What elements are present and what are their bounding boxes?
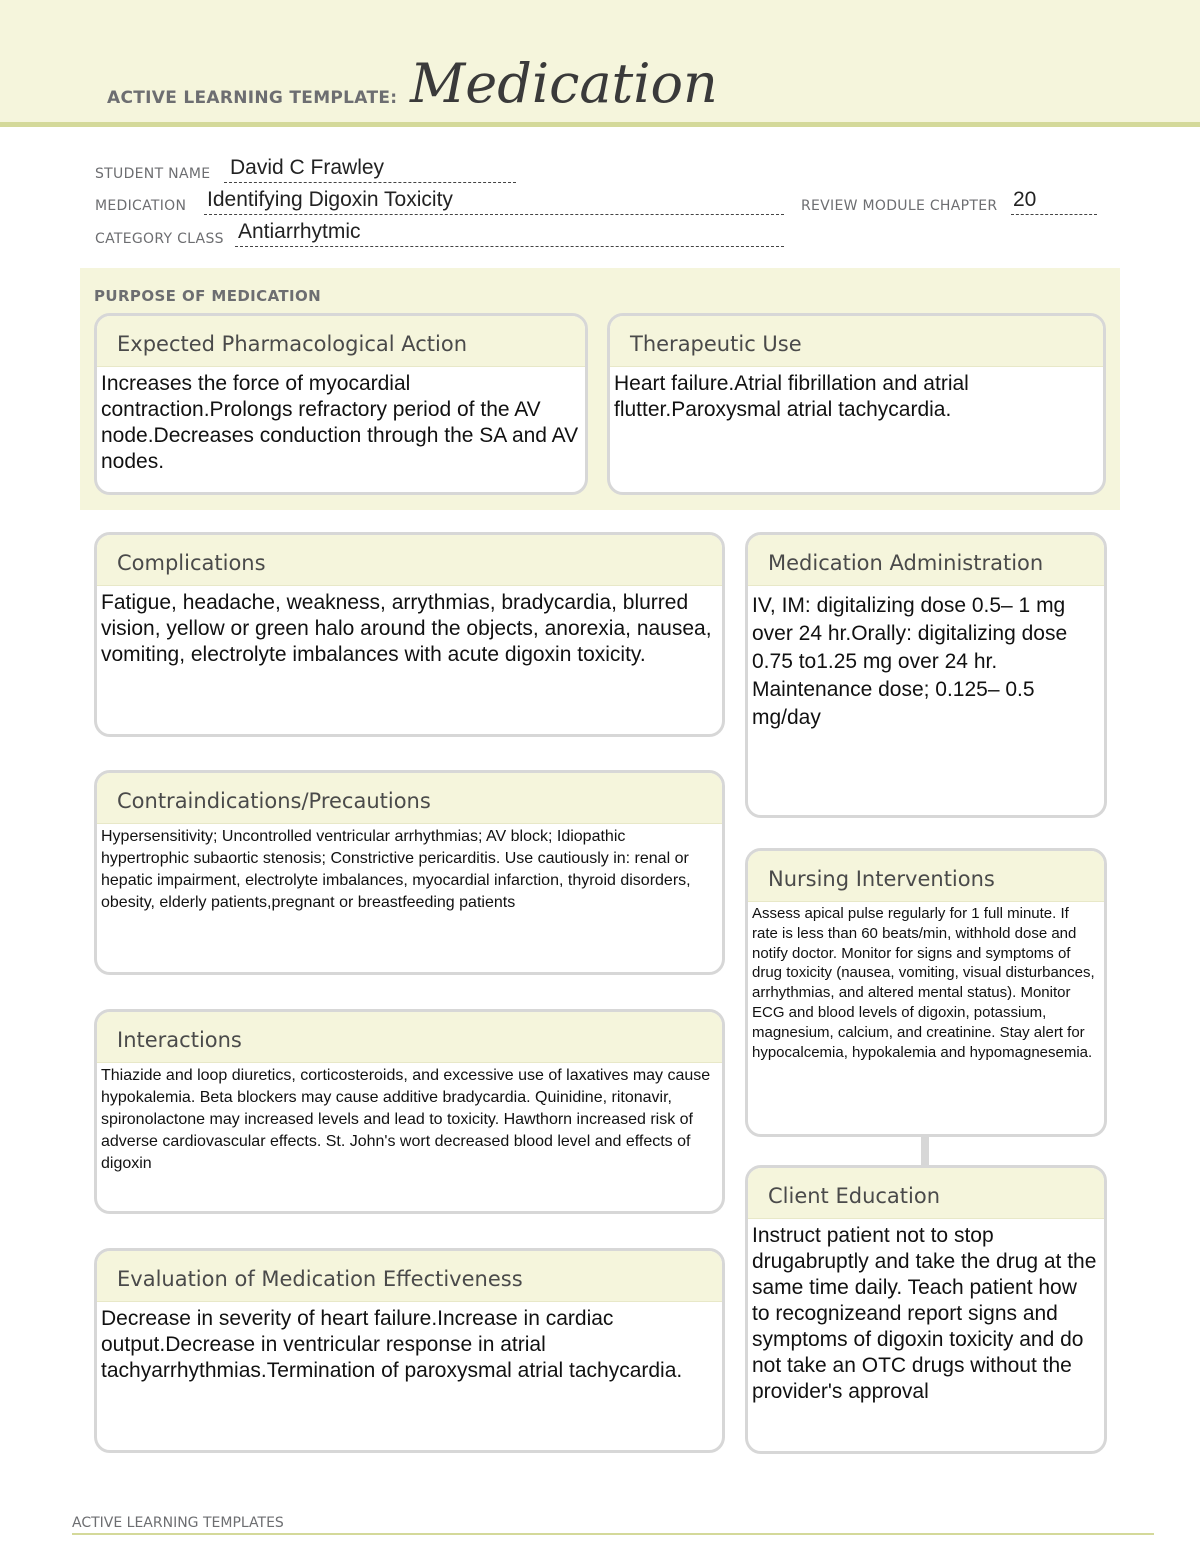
student-name-field[interactable]: David C Frawley	[230, 156, 385, 179]
complications-box	[94, 532, 725, 737]
medication-line	[204, 214, 784, 215]
medication-administration-title: Medication Administration	[748, 535, 1104, 586]
expected-action-title: Expected Pharmacological Action	[97, 316, 585, 367]
category-class-field[interactable]: Antiarrhytmic	[238, 220, 361, 243]
footer-divider	[72, 1533, 1154, 1535]
therapeutic-use-box	[607, 313, 1106, 495]
student-name-label: STUDENT NAME	[95, 166, 211, 182]
category-class-line	[235, 246, 784, 247]
evaluation-text[interactable]: Decrease in severity of heart failure.Increase in cardiac output.Decrease in ventricular response in atrial tachyarrhythmias.Termination of paroxysmal atrial tachycardia.	[101, 1307, 683, 1382]
client-education-box	[745, 1165, 1107, 1454]
contraindications-text[interactable]: Hypersensitivity; Uncontrolled ventricular arrhythmias; AV block; Idiopathic hypertrophic subaortic stenosis; Constrictive pericarditis. Use cautiously in: renal or hepatic impairment, electrolyte imbalances, myocardial infarction, thyroid disorders, obesity, elderly patients,pregnant or breastfeeding patients	[101, 828, 691, 911]
review-module-field[interactable]: 20	[1013, 188, 1037, 211]
interactions-text[interactable]: Thiazide and loop diuretics, corticosteroids, and excessive use of laxatives may cause hypokalemia. Beta blockers may cause additive bradycardia. Quinidine, ritonavir, spironolactone may increased levels and lead to toxicity. Hawthorn increased risk of adverse cardiovascular effects. St. John's wort decreased blood level and effects of digoxin	[101, 1067, 711, 1172]
expected-action-text[interactable]: Increases the force of myocardial contraction.Prolongs refractory period of the AV node.Decreases conduction through the SA and AV nodes.	[101, 372, 579, 473]
purpose-label: PURPOSE OF MEDICATION	[94, 287, 322, 305]
student-name-line	[224, 182, 516, 183]
review-module-label: REVIEW MODULE CHAPTER	[801, 198, 998, 214]
therapeutic-use-title: Therapeutic Use	[610, 316, 1103, 367]
nursing-interventions-text[interactable]: Assess apical pulse regularly for 1 full minute. If rate is less than 60 beats/min, withhold dose and notify doctor. Monitor for signs and symptoms of drug toxicity (nausea, vomiting, visual disturbances, arrhythmias, and altered mental status). Monitor ECG and blood levels of digoxin, potassium, magnesium, calcium, and creatinine. Stay alert for hypocalcemia, hypokalemia and hypomagnesemia.	[752, 905, 1095, 1061]
footer-label: ACTIVE LEARNING TEMPLATES	[72, 1515, 284, 1531]
page-title: Medication	[410, 52, 718, 115]
complications-text[interactable]: Fatigue, headache, weakness, arrythmias, bradycardia, blurred vision, yellow or green halo around the objects, anorexia, nausea, vomiting, electrolyte imbalances with acute digoxin toxicity.	[101, 591, 712, 666]
evaluation-box	[94, 1248, 725, 1453]
evaluation-title: Evaluation of Medication Effectiveness	[97, 1251, 722, 1302]
expected-action-box	[94, 313, 588, 495]
header-divider	[0, 122, 1200, 127]
therapeutic-use-text[interactable]: Heart failure.Atrial fibrillation and atrial flutter.Paroxysmal atrial tachycardia.	[614, 372, 969, 421]
nursing-interventions-title: Nursing Interventions	[748, 851, 1104, 902]
nursing-interventions-box	[745, 848, 1107, 1137]
client-education-title: Client Education	[748, 1168, 1104, 1219]
interactions-box	[94, 1009, 725, 1214]
complications-title: Complications	[97, 535, 722, 586]
connector-bar	[921, 1135, 929, 1167]
template-label: ACTIVE LEARNING TEMPLATE:	[107, 88, 398, 108]
contraindications-box	[94, 770, 725, 975]
medication-administration-box	[745, 532, 1107, 818]
review-module-line	[1011, 214, 1097, 215]
medication-field[interactable]: Identifying Digoxin Toxicity	[207, 188, 453, 211]
contraindications-title: Contraindications/Precautions	[97, 773, 722, 824]
category-class-label: CATEGORY CLASS	[95, 231, 224, 247]
medication-administration-text[interactable]: IV, IM: digitalizing dose 0.5– 1 mg over 24 hr.Orally: digitalizing dose 0.75 to1.25 mg over 24 hr. Maintenance dose; 0.125– 0.5 mg/day	[752, 594, 1068, 729]
client-education-text[interactable]: Instruct patient not to stop drugabruptly and take the drug at the same time daily. Teach patient how to recognizeand report signs and symptoms of digoxin toxicity and do not take an OTC drugs without the provider's approval	[752, 1224, 1097, 1403]
interactions-title: Interactions	[97, 1012, 722, 1063]
medication-label: MEDICATION	[95, 198, 187, 214]
